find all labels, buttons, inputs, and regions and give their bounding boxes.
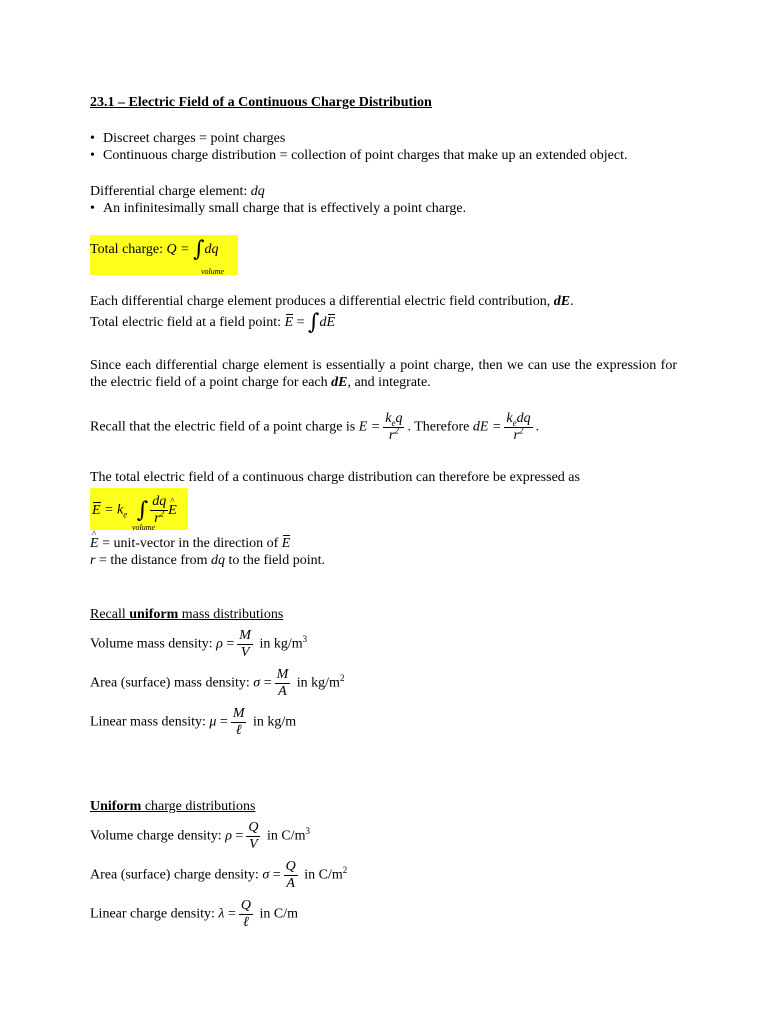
linear-mass-density: Linear mass density: μ = $\frac{M}{\text{ℓ}}$ in kg/m (90, 706, 297, 738)
list-item: • Continuous charge distribution = collection of point charges that make up an extended object. (90, 148, 628, 163)
linear-charge-density: Linear charge density: λ = $\frac{Q}{\text{ℓ}}$ in C/m (90, 898, 299, 930)
bullet-list-1 (90, 130, 627, 164)
area-mass-density: Area (surface) mass density: σ = $\frac{M}{A}$ in $kg/m^2$ (90, 667, 345, 699)
total-field-expression-text: The total electric field of a continuous charge distribution can therefore be expressed as (90, 470, 580, 485)
area-charge-density: Area (surface) charge density: σ = $\frac{Q}{A}$ in $C/m^2$ (90, 859, 348, 891)
unit-vector-definition: ^ E = unit-vector in the direction of E (90, 535, 325, 552)
distance-definition: r = the distance from dq to the field point. (90, 553, 325, 568)
field-contribution-line: Each differential charge element produces a differential electric field contribution, dE. (90, 294, 574, 309)
list-item: • An infinitesimally small charge that is effectively a point charge. (90, 201, 467, 216)
total-charge-equation: Total charge: Q = ∫dq volume (90, 235, 238, 275)
volume-charge-density: Volume charge density: ρ = $\frac{Q}{V}$ in $C/m^3$ (90, 820, 310, 852)
recall-point-charge-line: Recall that the electric field of a point charge is E = $\frac{k_eq}{r^2}$ . Therefore dE = $\frac{k_edq}{r^2}$ . (90, 411, 540, 443)
definitions (90, 535, 325, 569)
differential-element-block (90, 183, 466, 217)
differential-element-line: Differential charge element: dq (90, 184, 265, 199)
total-field-line: Total electric field at a field point: E = ∫dE (90, 309, 336, 335)
volume-mass-density: Volume mass density: ρ = $\frac{M}{V}$ in $kg/m^3$ (90, 628, 308, 660)
list-item: • Discreet charges = point charges (90, 131, 286, 146)
total-field-equation: $E = k_e$ ∫ $\frac{dq}{r^2}$ ^ E volume (90, 488, 188, 530)
charge-section-heading: Uniform charge distributions (90, 799, 256, 814)
section-title: 23.1 – Electric Field of a Continuous Charge Distribution (90, 95, 432, 110)
mass-section-heading: Recall uniform mass distributions (90, 607, 284, 622)
paragraph-integrate: Since each differential charge element is essentially a point charge, then we can use the expression for the electric field of a point charge for each dE, and integrate. (90, 358, 677, 390)
